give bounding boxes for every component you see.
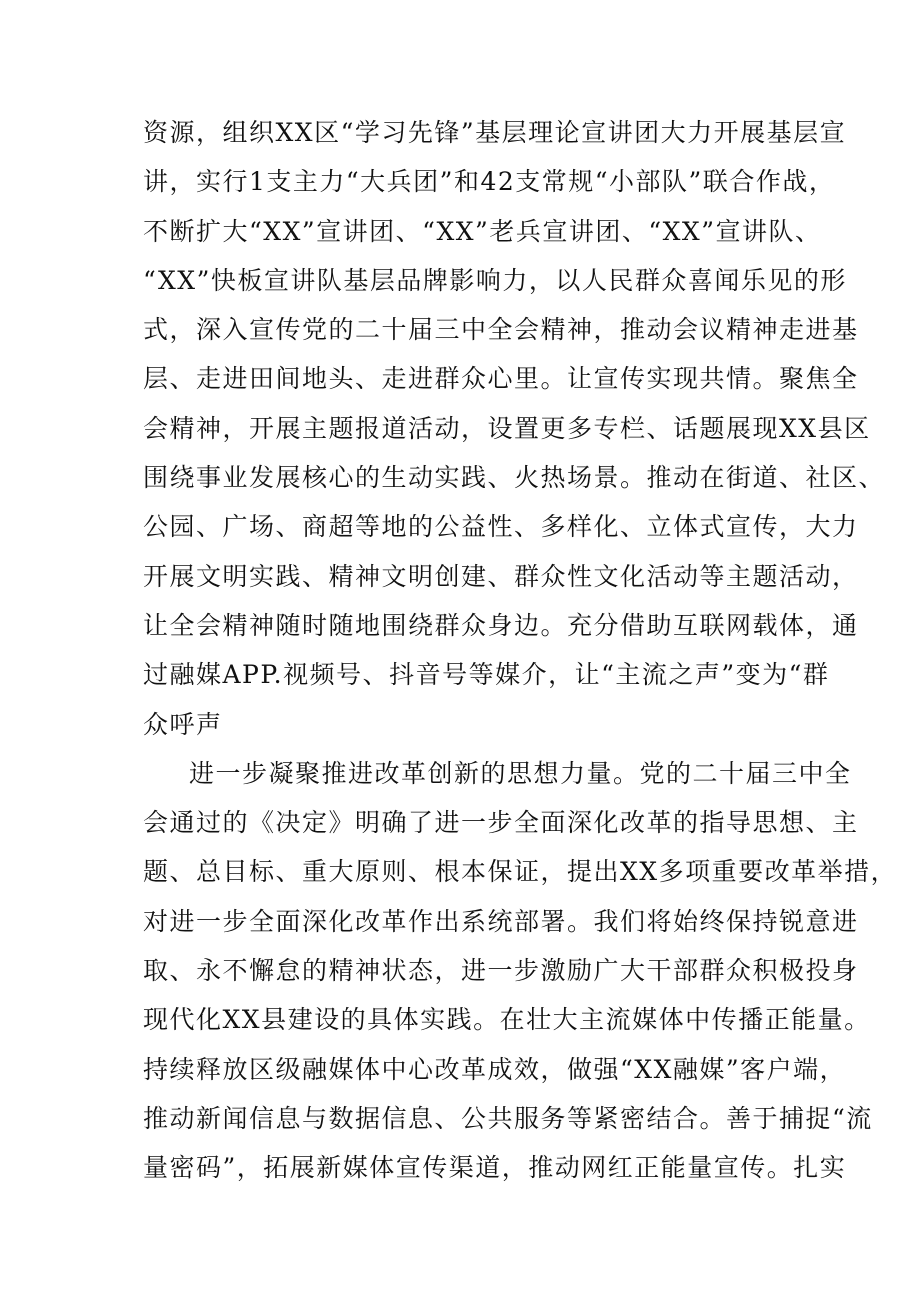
text-line: 推动新闻信息与数据信息、公共服务等紧密结合。善于捕捉“流 xyxy=(143,1103,873,1133)
text-line: “XX”快板宣讲队基层品牌影响力，以人民群众喜闻乐见的形 xyxy=(143,265,847,295)
text-line: 对进一步全面深化改革作出系统部署。我们将始终保持锐意进 xyxy=(143,906,859,936)
text-line: 开展文明实践、精神文明创建、群众性文化活动等主题活动， xyxy=(143,561,859,591)
text-line: 讲，实行1支主力“大兵团”和42支常规“小部队”联合作战， xyxy=(143,167,836,197)
paragraph-1 xyxy=(143,108,886,749)
text-line: 持续释放区级融媒体中心改革成效，做强“XX融媒”客户端， xyxy=(143,1054,847,1084)
text-line: 题、总目标、重大原则、根本保证，提出XX多项重要改革举措， xyxy=(143,857,898,887)
text-line: 进一步凝聚推进改革创新的思想力量。党的二十届三中全 xyxy=(189,758,852,788)
text-line: 现代化XX县建设的具体实践。在壮大主流媒体中传播正能量。 xyxy=(143,1005,871,1035)
text-line: 取、永不懈怠的精神状态，进一步激励广大干部群众积极投身 xyxy=(143,956,859,986)
text-line: 过融媒APP.视频号、抖音号等媒介，让“主流之声”变为“群 xyxy=(143,660,830,690)
text-line: 众呼声 xyxy=(143,709,223,739)
text-line: 不断扩大“XX”宣讲团、“XX”老兵宣讲团、“XX”宣讲队、 xyxy=(143,216,822,246)
text-line: 公园、广场、商超等地的公益性、多样化、立体式宣传，大力 xyxy=(143,512,859,542)
paragraph-2 xyxy=(143,749,898,1193)
text-line: 让全会精神随时随地围绕群众身边。充分借助互联网载体，通 xyxy=(143,610,859,640)
document-body xyxy=(143,108,898,1193)
text-line: 式，深入宣传党的二十届三中全会精神，推动会议精神走进基 xyxy=(143,315,859,345)
text-line: 量密码”，拓展新媒体宣传渠道，推动网红正能量宣传。扎实 xyxy=(143,1153,847,1183)
text-line: 层、走进田间地头、走进群众心里。让宣传实现共情。聚焦全 xyxy=(143,364,859,394)
text-line: 会通过的《决定》明确了进一步全面深化改革的指导思想、主 xyxy=(143,808,859,838)
text-line: 资源，组织XX区“学习先锋”基层理论宣讲团大力开展基层宣 xyxy=(143,118,847,147)
text-line: 会精神，开展主题报道活动，设置更多专栏、话题展现XX县区 xyxy=(143,413,871,443)
text-line: 围绕事业发展核心的生动实践、火热场景。推动在街道、社区、 xyxy=(143,463,886,493)
